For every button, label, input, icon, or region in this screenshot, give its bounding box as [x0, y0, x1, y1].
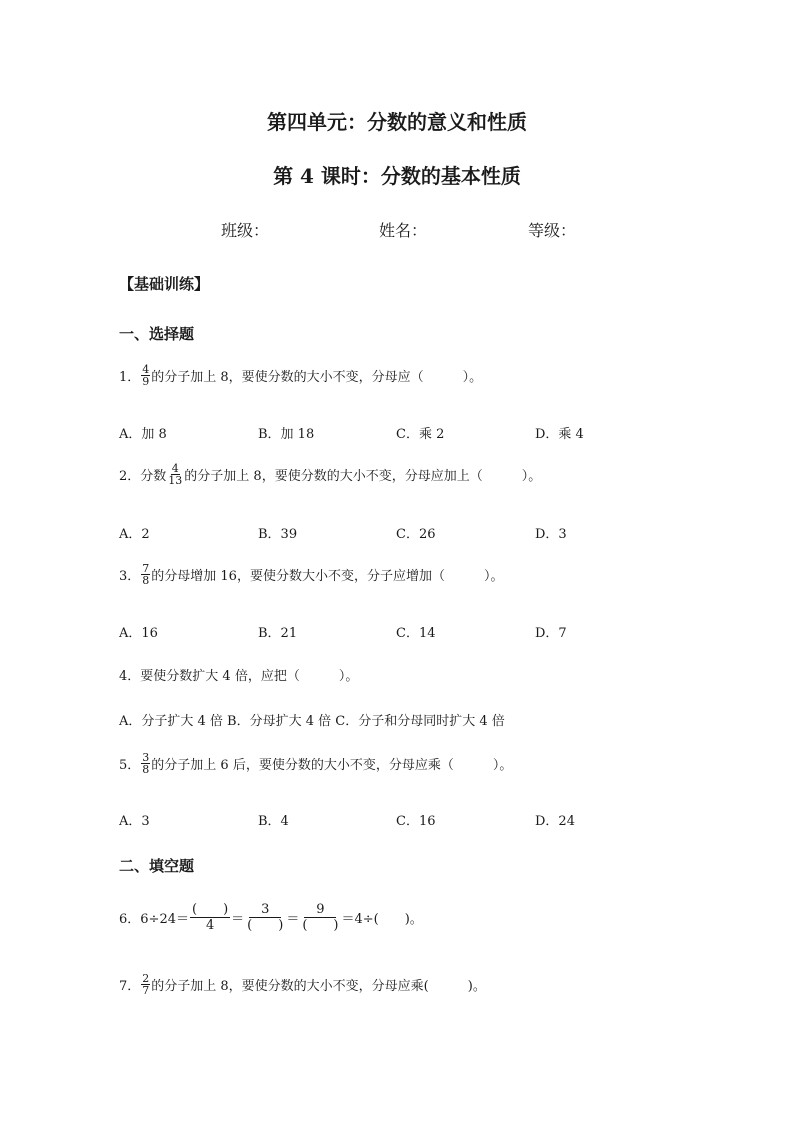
expression-tail: ＝4÷( )。: [341, 912, 423, 927]
option-b: B．加 18: [258, 427, 315, 442]
option-b: B．21: [258, 626, 298, 641]
section-choice-title: 一、选择题: [119, 325, 195, 343]
question-prefix: 分数: [140, 469, 167, 484]
question-1: [119, 364, 482, 387]
question-text: 的分母增加 16，要使分数大小不变，分子应增加（ ）。: [151, 569, 504, 584]
fraction: $\frac{3}{8}$: [142, 751, 150, 776]
unit-title: 第四单元：分数的意义和性质: [267, 110, 527, 134]
option-b: B．4: [258, 814, 289, 829]
option-b: B．39: [258, 527, 298, 542]
option-a: A．2: [119, 527, 150, 542]
question-text: 要使分数扩大 4 倍，应把（ ）。: [140, 669, 359, 684]
fraction-blank-denominator: $\frac{3}{( )}$: [247, 902, 284, 933]
equals-sign: ＝: [231, 912, 245, 927]
fraction: $\frac{4}{13}$: [168, 462, 183, 487]
question-text: 的分子加上 8，要使分数的大小不变，分母应乘( )。: [151, 979, 486, 994]
question-text: 的分子加上 8，要使分数的大小不变，分母应（ ）。: [151, 370, 483, 385]
question-3: [119, 563, 503, 586]
question-2: [119, 463, 541, 486]
option-c: C．14: [396, 626, 436, 641]
question-number: 7．: [119, 979, 141, 994]
question-7: [119, 973, 486, 996]
name-label: 姓名：: [379, 221, 428, 240]
option-d: D．乘 4: [535, 427, 584, 442]
option-a: A．加 8: [119, 427, 167, 442]
fraction: $\frac{4}{9}$: [142, 363, 150, 388]
option-d: D．7: [535, 626, 567, 641]
fraction: $\frac{2}{7}$: [142, 972, 150, 997]
options-line: A．分子扩大 4 倍 B．分母扩大 4 倍 C．分子和分母同时扩大 4 倍: [119, 714, 505, 729]
fraction-blank-denominator: $\frac{9}{( )}$: [302, 902, 339, 933]
lesson-title: 第 4 课时：分数的基本性质: [273, 164, 521, 188]
question-4: [119, 665, 358, 684]
question-text: 的分子加上 8，要使分数的大小不变，分母应加上（ ）。: [184, 469, 542, 484]
option-a: A．16: [119, 626, 158, 641]
option-d: D．24: [535, 814, 575, 829]
grade-label: 等级：: [528, 221, 577, 240]
equals-sign: ＝: [286, 912, 300, 927]
question-text: 的分子加上 6 后，要使分数的大小不变，分母应乘（ ）。: [151, 758, 513, 773]
class-label: 班级：: [221, 221, 270, 240]
option-c: C．乘 2: [396, 427, 445, 442]
question-number: 6．: [119, 912, 141, 927]
question-number: 2．: [119, 469, 141, 484]
question-number: 5．: [119, 758, 141, 773]
option-a: A．3: [119, 814, 150, 829]
option-d: D．3: [535, 527, 567, 542]
question-number: 3．: [119, 569, 141, 584]
question-number: 4．: [119, 669, 141, 684]
section-fill-title: 二、填空题: [119, 857, 195, 875]
section-basic-training: 【基础训练】: [119, 275, 210, 293]
question-number: 1．: [119, 370, 141, 385]
question-5: [119, 752, 512, 775]
fraction-blank-numerator: $\frac{( )}{4}$: [192, 902, 229, 933]
fraction: $\frac{7}{8}$: [142, 562, 150, 587]
option-c: C．26: [396, 527, 436, 542]
question-6: [119, 902, 423, 933]
expression-lead: 6÷24＝: [140, 912, 189, 927]
option-c: C．16: [396, 814, 436, 829]
